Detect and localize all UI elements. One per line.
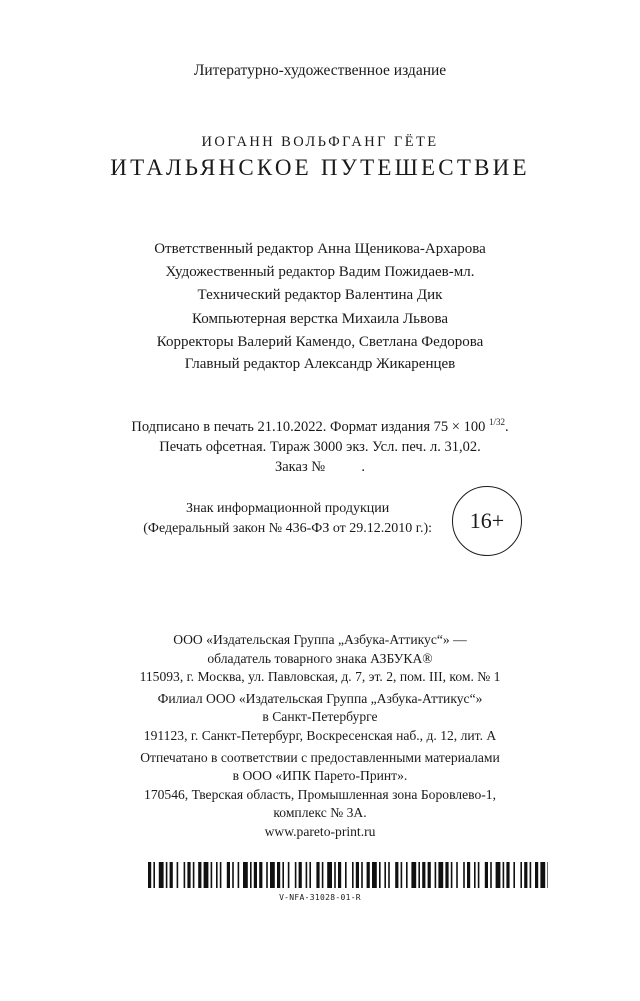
credit-line: Технический редактор Валентина Дик bbox=[197, 287, 443, 304]
chief-editor: Главный редактор Александр Жикаренцев bbox=[184, 356, 456, 372]
barcode-bar bbox=[254, 862, 257, 888]
barcode-bar bbox=[388, 862, 390, 888]
barcode-bar bbox=[259, 862, 262, 888]
barcode-bar bbox=[166, 862, 168, 888]
branch-line: в Санкт-Петербурге bbox=[262, 709, 378, 725]
barcode-bar bbox=[478, 862, 480, 888]
barcode-bar bbox=[395, 862, 398, 888]
barcode-bar bbox=[406, 862, 408, 888]
author-name: ИОГАНН ВОЛЬФГАНГ ГЁТЕ bbox=[201, 134, 439, 150]
barcode-bar bbox=[288, 862, 290, 888]
credit-line: Компьютерная верстка Михаила Львова bbox=[191, 310, 448, 327]
barcode-bar bbox=[266, 862, 268, 888]
barcode-bar bbox=[198, 862, 201, 888]
barcode-bar bbox=[535, 862, 538, 888]
printer-line: в ООО «ИПК Парето-Принт». bbox=[232, 768, 408, 784]
barcode-bar bbox=[506, 862, 509, 888]
barcode-bar bbox=[524, 862, 527, 888]
barcode-bar bbox=[238, 862, 240, 888]
barcode-bar bbox=[547, 862, 548, 888]
barcode-bar bbox=[204, 862, 209, 888]
barcode-bar bbox=[250, 862, 252, 888]
branch-address: 191123, г. Санкт-Петербург, Воскресенская наб., д. 12, лит. А bbox=[143, 727, 497, 743]
format-fraction: 1/32 bbox=[488, 417, 505, 427]
barcode-bar bbox=[345, 862, 347, 888]
barcode-bar bbox=[327, 862, 332, 888]
barcode-bar bbox=[540, 862, 545, 888]
barcode-bar bbox=[232, 862, 234, 888]
barcode-bar bbox=[306, 862, 308, 888]
barcode-bar bbox=[184, 862, 186, 888]
barcode-bar bbox=[243, 862, 248, 888]
credits-list bbox=[0, 238, 640, 354]
barcode-bar bbox=[418, 862, 420, 888]
barcode-bar bbox=[428, 862, 431, 888]
barcode-bar bbox=[435, 862, 437, 888]
publisher-info bbox=[0, 631, 640, 842]
barcode-bar bbox=[520, 862, 522, 888]
barcode-bar bbox=[148, 862, 151, 888]
barcode-bar bbox=[513, 862, 515, 888]
barcode-bar bbox=[322, 862, 324, 888]
credit-line: Художественный редактор Вадим Пожидаев-мл. bbox=[165, 264, 475, 281]
printer-address: комплекс № 3А. bbox=[273, 805, 367, 821]
barcode-bar bbox=[153, 862, 155, 888]
barcode-bar bbox=[299, 862, 302, 888]
age-rating-label bbox=[143, 499, 432, 538]
barcode-bar bbox=[159, 862, 164, 888]
edition-type: Литературно-художественное издание bbox=[193, 62, 447, 79]
barcode-bar bbox=[379, 862, 381, 888]
barcode-bar bbox=[467, 862, 470, 888]
publisher-address: 115093, г. Москва, ул. Павловская, д. 7, эт. 2, пом. III, ком. № 1 bbox=[139, 669, 501, 685]
barcode-bar bbox=[227, 862, 230, 888]
barcode-bar bbox=[438, 862, 443, 888]
order-number: Заказ № . bbox=[274, 458, 366, 475]
barcode-bar bbox=[372, 862, 377, 888]
barcode-bar bbox=[220, 862, 222, 888]
barcode-bar bbox=[530, 862, 532, 888]
barcode-bar bbox=[309, 862, 311, 888]
age-rating-label-line-1: Знак информационной продукции bbox=[185, 501, 390, 516]
barcode-bar bbox=[352, 862, 354, 888]
barcode-bar bbox=[445, 862, 448, 888]
barcode-bar bbox=[422, 862, 425, 888]
branch-line: Филиал ООО «Издательская Группа „Азбука-Аттикус“» bbox=[157, 690, 483, 706]
barcode-bar bbox=[211, 862, 213, 888]
book-title: ИТАЛЬЯНСКОЕ ПУТЕШЕСТВИЕ bbox=[110, 155, 530, 180]
barcode-bar bbox=[270, 862, 275, 888]
barcode-bar bbox=[490, 862, 492, 888]
barcode-bar bbox=[384, 862, 386, 888]
barcode-bar bbox=[316, 862, 319, 888]
barcode-bar bbox=[356, 862, 359, 888]
barcode-bar bbox=[463, 862, 465, 888]
print-format-end: . bbox=[505, 418, 509, 435]
printer-website: www.pareto-print.ru bbox=[264, 823, 376, 839]
barcode-bar bbox=[177, 862, 179, 888]
printer-line: Отпечатано в соответствии с предоставленными материалами bbox=[140, 749, 500, 765]
barcode-bar bbox=[187, 862, 190, 888]
barcode-bar bbox=[496, 862, 501, 888]
print-info-line-1 bbox=[0, 412, 640, 437]
credit-line: Корректоры Валерий Камендо, Светлана Федорова bbox=[156, 333, 484, 350]
barcode-image bbox=[148, 862, 548, 888]
barcode-bar bbox=[193, 862, 195, 888]
barcode-bar bbox=[401, 862, 403, 888]
barcode-bar bbox=[451, 862, 453, 888]
barcode-bar bbox=[282, 862, 284, 888]
barcode-bar bbox=[338, 862, 341, 888]
barcode-bar bbox=[216, 862, 218, 888]
printer-address: 170546, Тверская область, Промышленная зона Боровлево-1, bbox=[144, 786, 496, 802]
barcode-bar bbox=[474, 862, 476, 888]
barcode-bar bbox=[456, 862, 458, 888]
age-rating-badge: 16+ bbox=[452, 486, 522, 556]
print-info-line-2: Печать офсетная. Тираж 3000 экз. Усл. печ. л. 31,02. bbox=[159, 438, 481, 455]
barcode-text: V-NFA-31028-01-R bbox=[279, 893, 361, 902]
publisher-line: обладатель товарного знака АЗБУКА® bbox=[207, 650, 433, 666]
barcode-bar bbox=[277, 862, 280, 888]
barcode-bar bbox=[361, 862, 363, 888]
age-rating-label-line-2: (Федеральный закон № 436-ФЗ от 29.12.2010 г.): bbox=[143, 520, 432, 536]
barcode-bar bbox=[334, 862, 336, 888]
barcode-bar bbox=[367, 862, 370, 888]
barcode-bar bbox=[295, 862, 297, 888]
barcode-bar bbox=[170, 862, 173, 888]
print-format: Подписано в печать 21.10.2022. Формат издания 75 × 100 bbox=[131, 418, 486, 435]
publisher-line: ООО «Издательская Группа „Азбука-Аттикус“» — bbox=[173, 632, 467, 647]
print-info bbox=[0, 412, 640, 477]
barcode-bar bbox=[485, 862, 488, 888]
barcode-bar bbox=[503, 862, 505, 888]
barcode-bar bbox=[411, 862, 416, 888]
credit-line: Ответственный редактор Анна Щеникова-Архарова bbox=[154, 241, 486, 257]
